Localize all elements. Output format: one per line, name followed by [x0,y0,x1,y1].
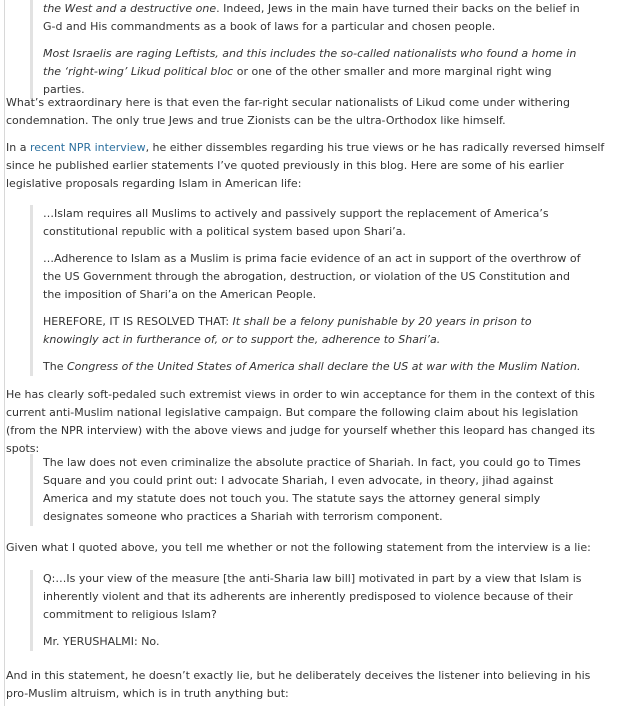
interview-question: Q:…Is your view of the measure [the anti-Sharia law bill] motivated in part by a view that Islam is inherently violent and that its adherents are inherently predisposed to violence because of their commitment to religious Islam? [43,572,582,621]
body-paragraph: What’s extraordinary here is that even the far-right secular nationalists of Likud come under withering condemnation. The only true Jews and true Zionists can be the ultra-Orthodox like himself. [6,96,570,127]
quote-paragraph [43,358,590,376]
quote-italic-text: It shall be a felony punishable by 20 years in prison to knowingly act in furtherance of, or to support the, adherence to Shari’a. [43,315,532,346]
blockquote-israel [30,0,590,99]
quote-paragraph [43,0,590,36]
quote-text: HEREFORE, IT IS RESOLVED THAT: [43,315,233,328]
text-span: In a [6,141,30,154]
quote-italic-text: the West and a destructive one [43,2,217,15]
quote-paragraph: The law does not even criminalize the absolute practice of Shariah. In fact, you could go to Times Square and you could print out: I advocate Shariah, I even advocate, in theory, jihad against America and my statute does not touch you. The statute says the attorney general simply designates someone who practices a Shariah with terrorism component. [43,456,581,523]
quote-paragraph [43,313,590,349]
body-paragraph: He has clearly soft-pedaled such extremist views in order to win acceptance for them in the context of this current anti-Muslim national legislative campaign. But compare the following claim about his legislation (from the NPR interview) with the above views and judge for yourself whether this leopard has changed its spots: [6,388,596,455]
body-paragraph [6,139,606,193]
body-paragraph: Given what I quoted above, you tell me whether or not the following statement from the interview is a lie: [6,541,591,554]
npr-interview-link[interactable]: recent NPR interview [29,141,146,154]
interview-answer: Mr. YERUSHALMI: No. [43,635,160,648]
content-border [4,0,5,706]
quote-text: The [43,360,67,373]
blockquote-proposals [30,205,590,376]
quote-italic-text: Congress of the United States of America shall declare the US at war with the Muslim Nation. [66,360,581,373]
blockquote-interview [30,570,590,651]
blockquote-law-claim [30,454,590,526]
text-span: , he either dissembles regarding his true views or he has radically reversed himself since he published earlier statements I’ve quoted previously in this blog. Here are some of his earlier legislative proposals regarding Islam in American life: [6,141,605,190]
quote-text: . Indeed, Jews in the main have turned their backs on the belief in G-d and His commandments as a book of laws for a particular and chosen people. [43,2,580,33]
quote-text: or one of the other smaller and more marginal right wing parties. [43,65,552,96]
quote-paragraph [43,45,590,99]
quote-paragraph: …Adherence to Islam as a Muslim is prima facie evidence of an act in support of the overthrow of the US Government through the abrogation, destruction, or violation of the US Constitution and the imposition of Shari’a on the American People. [43,252,581,301]
body-paragraph: And in this statement, he doesn’t exactly lie, but he deliberately deceives the listener into believing in his pro-Muslim altruism, which is in truth anything but: [6,669,591,700]
quote-paragraph: …Islam requires all Muslims to actively and passively support the replacement of America’s constitutional republic with a political system based upon Shari’a. [43,207,549,238]
quote-italic-text: Most Israelis are raging Leftists, and this includes the so-called nationalists who found a home in the ‘right-wing’ Likud political bloc [43,47,577,78]
